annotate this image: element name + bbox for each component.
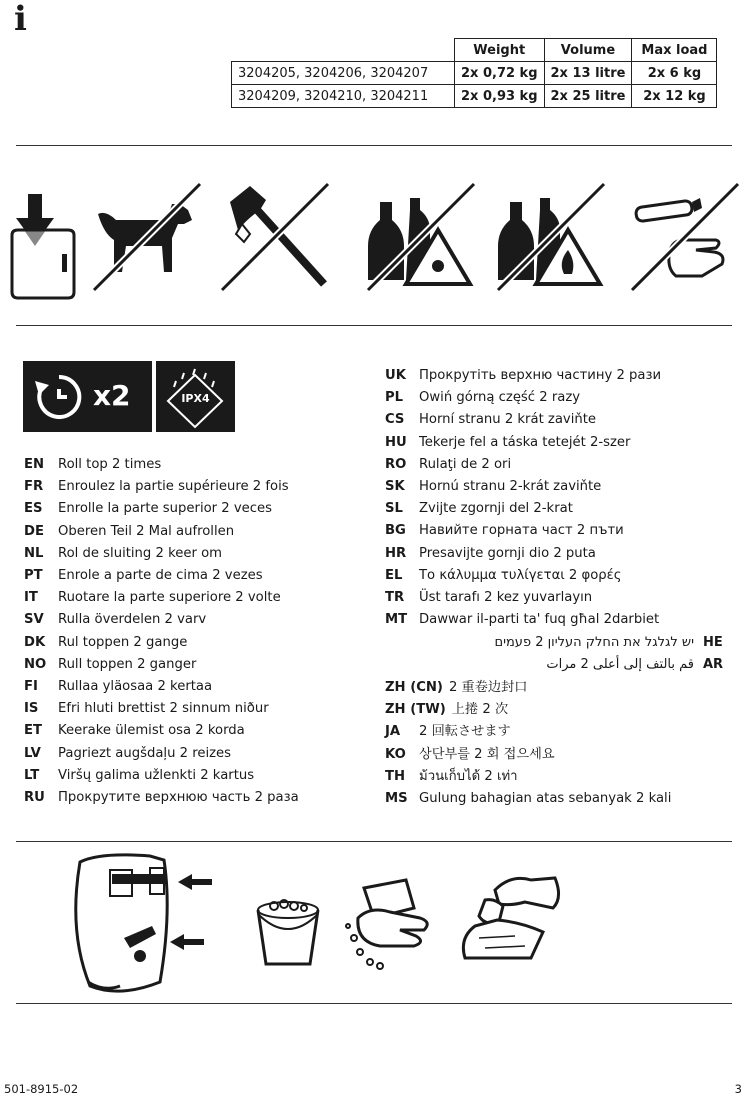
table-row (232, 85, 717, 108)
volume-cell: 2x 13 litre (544, 62, 632, 85)
page-number: 3 (734, 1082, 742, 1096)
list-item: MS Gulung bahagian atas sebanyak 2 kali (385, 791, 672, 807)
divider (16, 325, 732, 326)
list-item: ET Keerake ülemist osa 2 korda (24, 723, 245, 739)
list-item: RU Прокрутите верхнюю часть 2 раза (24, 790, 299, 806)
list-item: EN Roll top 2 times (24, 457, 162, 472)
no-dogs-icon (92, 180, 204, 292)
instructions-left (24, 454, 299, 809)
list-item: EL Το κάλυμμα τυλίγεται 2 φορές (385, 567, 622, 583)
divider (16, 841, 732, 842)
roll-count-label: x2 (93, 379, 131, 412)
list-item: SK Hornú stranu 2-krát zaviňte (385, 479, 602, 495)
list-item: ZH (TW) 上捲 2 次 (385, 702, 509, 718)
list-item: SV Rulla överdelen 2 varv (24, 612, 207, 628)
no-corrosives-icon (630, 180, 742, 292)
list-item: LT Viršų galima užlenkti 2 kartus (24, 767, 255, 783)
arrow-icon (170, 934, 204, 950)
instructions-right (385, 365, 661, 631)
list-item: JA 2 回転させます (385, 724, 511, 740)
instructions-asian (385, 677, 671, 810)
list-item: KO 상단부를 2 회 접으세요 (385, 746, 555, 762)
spec-table-header (232, 39, 717, 62)
list-item: LV Pagriezt augšdaļu 2 reizes (24, 745, 232, 761)
no-top-loading-icon (6, 180, 82, 302)
weight-header: Weight (455, 39, 545, 62)
max-load-cell: 2x 6 kg (632, 62, 717, 85)
list-item: IS Efri hluti brettist 2 sinnum niður (24, 701, 269, 717)
list-item: NL Rol de sluiting 2 keer om (24, 545, 222, 561)
roll-top-badge (23, 361, 152, 432)
soapy-bucket-icon (254, 896, 322, 970)
no-sharp-objects-icon (220, 180, 332, 292)
list-item: MT Dawwar il-parti ta' fuq għal 2darbiet (385, 612, 660, 628)
max-load-cell: 2x 12 kg (632, 85, 717, 108)
no-explosives-icon (366, 180, 478, 292)
list-item: PT Enrole a parte de cima 2 vezes (24, 568, 263, 584)
list-item: PL Owiń górną część 2 razy (385, 390, 581, 406)
list-item: UK Прокрутіть верхню частину 2 рази (385, 368, 662, 383)
rotate-icon (33, 371, 85, 423)
list-item: TH ม้วนเก็บได้ 2 เท่า (385, 768, 518, 784)
list-item: CS Horní stranu 2 krát zaviňte (385, 412, 597, 428)
list-item: TR Üst tarafı 2 kez yuvarlayın (385, 590, 593, 606)
list-item: SL Zvijte zgornji del 2-krat (385, 501, 573, 517)
models-cell: 3204209, 3204210, 3204211 (232, 85, 455, 108)
list-item: IT Ruotare la parte superiore 2 volte (24, 590, 281, 606)
list-item: FI Rullaa yläosaa 2 kertaa (24, 679, 213, 695)
weight-cell: 2x 0,72 kg (455, 62, 545, 85)
instructions-rtl (385, 632, 730, 676)
table-row (232, 62, 717, 85)
doc-number: 501-8915-02 (4, 1082, 79, 1096)
list-item: ZH (CN) 2 重卷边封口 (385, 680, 528, 695)
max-load-header: Max load (632, 39, 717, 62)
list-item: NO Rull toppen 2 ganger (24, 656, 197, 672)
list-item: HU Tekerje fel a táska tetejét 2-szer (385, 434, 631, 450)
arrow-icon (178, 874, 212, 890)
divider (16, 145, 732, 146)
spec-table (231, 38, 717, 108)
no-flammables-icon (496, 180, 608, 292)
drying-cloth-icon (455, 868, 565, 964)
divider (16, 1003, 732, 1004)
ipx4-label: IPX4 (181, 392, 210, 405)
ipx4-badge (156, 361, 235, 432)
list-item: HR Presavijte gornji dio 2 puta (385, 545, 596, 561)
weight-cell: 2x 0,93 kg (455, 85, 545, 108)
sponge-hand-icon (340, 878, 440, 970)
list-item: DE Oberen Teil 2 Mal aufrollen (24, 523, 235, 539)
info-icon: i (14, 0, 27, 39)
list-item: RO Rulaţi de 2 ori (385, 456, 512, 472)
list-item: ES Enrolle la parte superior 2 veces (24, 501, 273, 517)
volume-cell: 2x 25 litre (544, 85, 632, 108)
models-cell: 3204205, 3204206, 3204207 (232, 62, 455, 85)
list-item: יש לגלגל את החלק העליון 2 פעמים HE (494, 635, 723, 650)
list-item: BG Навийте горната част 2 пъти (385, 523, 624, 539)
list-item: DK Rul toppen 2 gange (24, 634, 188, 650)
list-item: FR Enroulez la partie supérieure 2 fois (24, 479, 289, 495)
list-item: قم بالتف إلى أعلى 2 مرات AR (546, 657, 724, 673)
volume-header: Volume (544, 39, 632, 62)
